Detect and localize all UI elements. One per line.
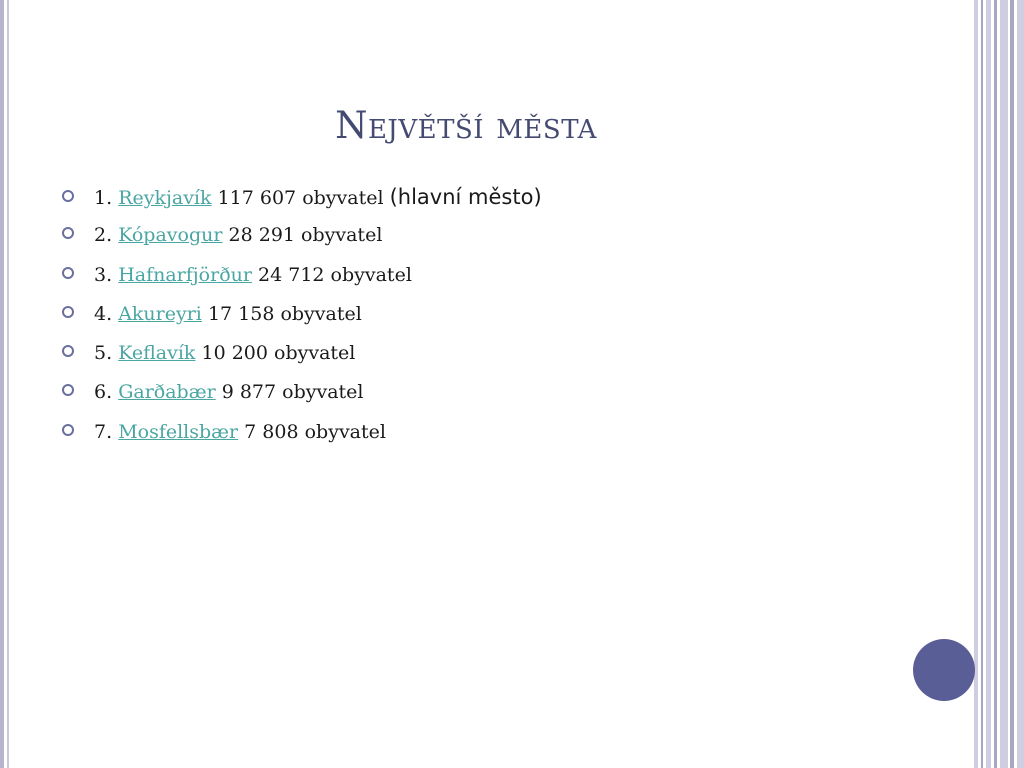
item-number: 2. (94, 224, 113, 247)
item-number: 3. (94, 263, 113, 286)
bullet-icon (62, 345, 74, 357)
list-item (62, 264, 942, 303)
item-population: 28 291 obyvatel (228, 224, 383, 247)
item-number: 6. (94, 381, 113, 404)
city-link[interactable]: Hafnarfjörður (118, 263, 252, 286)
right-stripe (1017, 0, 1024, 768)
bullet-icon (62, 424, 74, 436)
bullet-icon (62, 227, 74, 239)
left-border-line-thin (7, 0, 9, 768)
item-number: 7. (94, 420, 113, 443)
item-population: 17 158 obyvatel (207, 302, 362, 325)
list-item (62, 185, 942, 224)
bullet-icon (62, 384, 74, 396)
item-population: 9 877 obyvatel (221, 381, 364, 404)
list-item (62, 421, 942, 460)
right-stripe (1000, 0, 1008, 768)
decorative-circle (913, 639, 975, 701)
list-item (62, 224, 942, 263)
bullet-icon (62, 267, 74, 279)
item-population: 7 808 obyvatel (244, 420, 386, 443)
list-item (62, 381, 942, 420)
city-link[interactable]: Reykjavík (118, 187, 212, 209)
bullet-icon (62, 190, 74, 202)
list-item (62, 303, 942, 342)
left-border-line (0, 0, 4, 768)
item-population: 117 607 obyvatel (217, 187, 384, 209)
slide-title: Největší města (335, 104, 597, 147)
item-number: 4. (94, 302, 113, 325)
item-number: 5. (94, 342, 113, 365)
city-link[interactable]: Keflavík (118, 342, 196, 365)
bullet-icon (62, 306, 74, 318)
right-stripe (974, 0, 978, 768)
item-population: 10 200 obyvatel (201, 342, 356, 365)
right-stripe (1010, 0, 1014, 768)
item-number: 1. (94, 187, 113, 209)
list-item (62, 342, 942, 381)
right-stripe (994, 0, 997, 768)
item-population: 24 712 obyvatel (258, 263, 412, 286)
city-link[interactable]: Akureyri (118, 302, 202, 325)
city-link[interactable]: Kópavogur (118, 224, 223, 247)
city-link[interactable]: Garðabær (118, 381, 216, 404)
right-stripe (986, 0, 991, 768)
item-note: (hlavní město) (389, 185, 542, 209)
city-link[interactable]: Mosfellsbær (118, 420, 239, 443)
right-stripe (981, 0, 983, 768)
city-list (62, 185, 942, 460)
